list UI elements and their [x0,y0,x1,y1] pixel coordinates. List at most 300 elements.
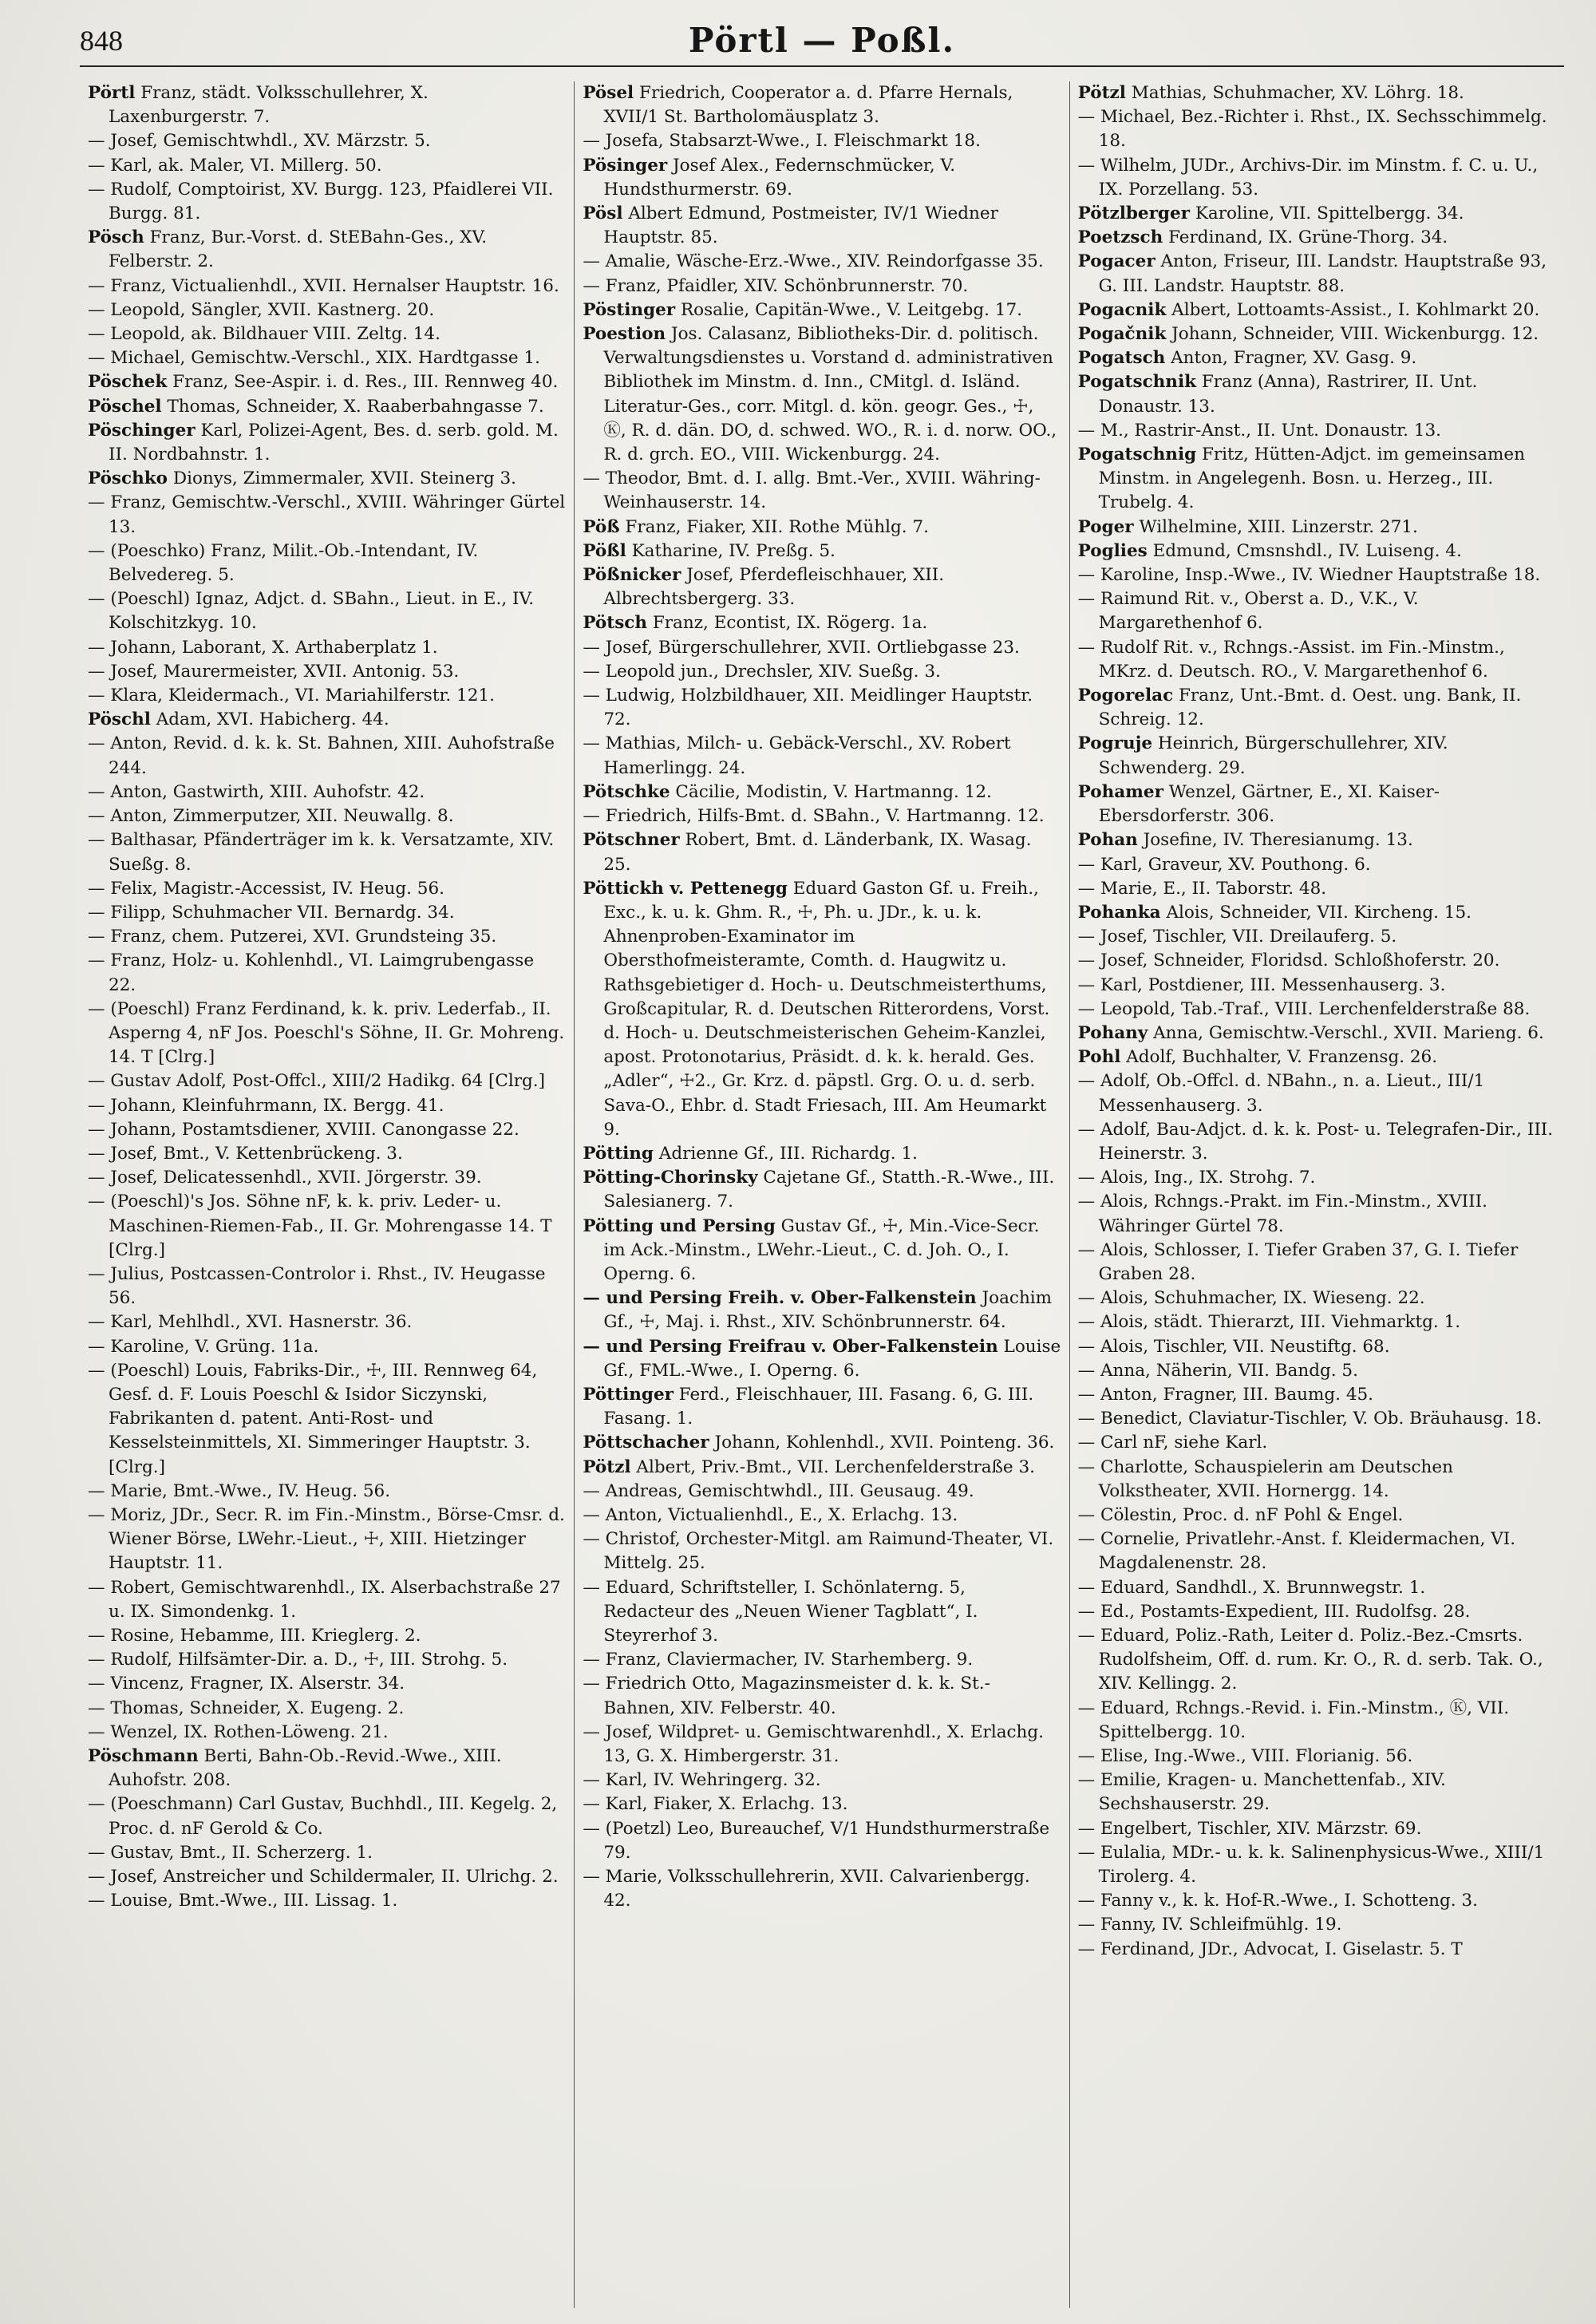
directory-entry [1078,105,1556,153]
directory-entry [1078,1889,1556,1913]
directory-entry [1078,1166,1556,1190]
entry-details: — Balthasar, Pfänderträger im k. k. Versatzamte, XIV. Sueßg. 8. [88,830,555,875]
directory-entry [88,226,566,274]
directory-entry [1078,1045,1556,1069]
entry-details: Franz, Unt.-Bmt. d. Oest. ung. Bank, II. Schreig. 12. [1098,686,1522,730]
entry-details: Adam, XVI. Habicherg. 44. [150,709,389,730]
directory-entry [88,1335,566,1359]
entry-surname: Pötschke [583,781,670,802]
entry-details: — Michael, Bez.-Richter i. Rhst., IX. Sechsschimmelg. 18. [1077,107,1547,152]
entry-details: — Fanny, IV. Schleifmühlg. 19. [1077,1915,1342,1935]
directory-entry [583,1456,1061,1480]
entry-surname: Pötschner [583,830,680,851]
directory-entry [1078,1817,1556,1841]
entry-details: — Franz, Claviermacher, IV. Starhemberg. 9. [583,1650,974,1670]
entry-details: — Alois, städt. Thierarzt, III. Viehmarktg. 1. [1077,1312,1461,1333]
directory-entry [1078,322,1556,346]
directory-entry [583,322,1061,467]
directory-entry [1078,781,1556,828]
directory-entry [88,491,566,539]
directory-entry [1078,853,1556,877]
entry-details: — Charlotte, Schauspielerin am Deutschen Volkstheater, XVII. Hornergg. 14. [1077,1456,1453,1501]
entry-details: — Anton, Victualienhdl., E., X. Erlachg. 13. [583,1504,958,1525]
directory-entry [583,1792,1061,1816]
directory-entry [583,1769,1061,1792]
directory-entry [1078,1913,1556,1937]
entry-details: — Josef, Bmt., V. Kettenbrückeng. 3. [88,1143,403,1164]
entry-details: — Ferdinand, JDr., Advocat, I. Giselastr. 5. T [1077,1939,1463,1959]
directory-entry [88,540,566,587]
entry-details: — Josef, Maurermeister, XVII. Antonig. 53. [88,661,460,682]
entry-details: Gustav Gf., ☩, Min.-Vice-Secr. im Ack.-Minstm., LWehr.-Lieut., C. d. Joh. O., I. Operng. 6. [603,1215,1040,1284]
directory-entry [88,708,566,732]
entry-details: — Wilhelm, JUDr., Archivs-Dir. im Minstm. f. C. u. U., IX. Porzellang. 53. [1077,155,1539,200]
directory-entry [88,1745,566,1792]
directory-entry [583,540,1061,563]
directory-entry [88,178,566,226]
entry-details: Franz, See-Aspir. i. d. Res., III. Rennweg 40. [167,372,559,393]
entry-details: — Karl, ak. Maler, VI. Millerg. 50. [88,155,382,176]
directory-entry [88,1359,566,1480]
entry-details: — Mathias, Milch- u. Gebäck-Verschl., XV. Robert Hamerlingg. 24. [583,733,1011,778]
directory-entry [583,1166,1061,1214]
entry-surname: Pohany [1077,1022,1148,1043]
directory-entry [583,732,1061,780]
directory-entry [583,1672,1061,1720]
entry-details: — Rudolf Rit. v., Rchngs.-Assist. im Fin.-Minstm., MKrz. d. Deutsch. RO., V. Margarethenhof 6. [1077,637,1505,682]
entry-details: — Alois, Tischler, VII. Neustiftg. 68. [1077,1336,1390,1357]
entry-details: Josefine, IV. Theresianumg. 13. [1137,830,1413,851]
entry-surname: Pogatschnik [1077,372,1197,393]
directory-entry [88,1672,566,1696]
directory-entry [583,611,1061,635]
entry-details: Franz, städt. Volksschullehrer, X. Laxenburgerstr. 7. [109,83,429,128]
directory-entry [1078,1697,1556,1745]
entry-surname: Pogačnik [1077,324,1167,345]
directory-entry [1078,1022,1556,1045]
entry-details: — Karl, IV. Wehringerg. 32. [583,1770,821,1791]
directory-entry [88,1865,566,1889]
entry-details: Alois, Schneider, VII. Kircheng. 15. [1160,902,1472,923]
entry-surname: Pogruje [1077,733,1153,754]
entry-details: — (Poeschl) Ignaz, Adjct. d. SBahn., Lieut. in E., IV. Kolschitzkyg. 10. [88,589,535,634]
entry-surname: Pörtl [88,83,136,103]
page-number: 848 [80,25,123,57]
entry-details: — Johann, Laborant, X. Arthaberplatz 1. [88,637,438,658]
entry-details: — Amalie, Wäsche-Erz.-Wwe., XIV. Reindorfgasse 35. [583,251,1044,272]
directory-entry [583,275,1061,298]
directory-entry [88,1841,566,1865]
directory-entry [583,1286,1061,1334]
column-left [80,81,574,2308]
directory-entry [88,1094,566,1118]
entry-details: — Anton, Zimmerputzer, XII. Neuwallg. 8. [88,806,454,827]
entry-details: — (Poeschmann) Carl Gustav, Buchhdl., III. Kegelg. 2, Proc. d. nF Gerold & Co. [88,1794,558,1839]
directory-entry [583,1215,1061,1287]
directory-entry [88,419,566,467]
directory-entry [88,1504,566,1576]
page-header [80,18,1564,67]
entry-details: — (Poeschl) Franz Ferdinand, k. k. priv. Lederfab., II. Asperng 4, nF Jos. Poeschl's Söhne, II. Gr. Mohreng. 14. T [Clrg.] [88,998,565,1068]
entry-details: Katharine, IV. Preßg. 5. [626,540,836,561]
directory-entry [1078,1359,1556,1383]
column-middle [574,81,1069,2308]
directory-entry [88,370,566,394]
entry-details: — Anton, Revid. d. k. k. St. Bahnen, XIII. Auhofstraße 244. [88,733,555,778]
entry-details: — Eduard, Schriftsteller, I. Schönlaterng. 5, Redacteur des „Neuen Wiener Tagblatt“, I. Steyrerhof 3. [583,1577,978,1646]
entry-surname: Pötzlberger [1077,204,1190,224]
directory-entry [88,346,566,370]
entry-details: — Alois, Schlosser, I. Tiefer Graben 37, G. I. Tiefer Graben 28. [1077,1239,1519,1284]
entry-details: — Ed., Postamts-Expedient, III. Rudolfsg. 28. [1077,1601,1471,1622]
entry-details: — Cölestin, Proc. d. nF Pohl & Engel. [1077,1504,1404,1525]
entry-details: — Anton, Fragner, III. Baumg. 45. [1077,1384,1374,1405]
directory-entry [1078,1286,1556,1310]
entry-details: — Theodor, Bmt. d. I. allg. Bmt.-Ver., XVIII. Währing-Weinhauserstr. 14. [583,468,1041,513]
entry-details: — Marie, Bmt.-Wwe., IV. Heug. 56. [88,1480,391,1501]
entry-details: — Marie, E., II. Taborstr. 48. [1077,878,1327,899]
entry-details: — Johann, Kleinfuhrmann, IX. Bergg. 41. [88,1095,444,1116]
entry-details: Edmund, Cmsnshdl., IV. Luiseng. 4. [1147,540,1462,561]
entry-details: — Robert, Gemischtwarenhdl., IX. Alserbachstraße 27 u. IX. Simondenkg. 1. [88,1577,561,1622]
entry-details: — (Poeschko) Franz, Milit.-Ob.-Intendant, IV. Belvedereg. 5. [88,540,479,586]
directory-entry [1078,563,1556,587]
entry-details: Dionys, Zimmermaler, XVII. Steinerg 3. [168,468,516,489]
directory-entry [583,781,1061,804]
entry-details: Johann, Schneider, VIII. Wickenburgg. 12. [1166,324,1539,345]
entry-details: Josef, Pferdefleischhauer, XII. Albrechtsbergerg. 33. [603,565,945,610]
entry-details: — Alois, Ing., IX. Strohg. 7. [1077,1168,1316,1188]
entry-details: Albert Edmund, Postmeister, IV/1 Wiedner Hauptstr. 85. [603,204,998,248]
entry-details: Franz, Econtist, IX. Rögerg. 1a. [647,613,928,634]
directory-entry [88,1721,566,1745]
entry-details: — Rosine, Hebamme, III. Krieglerg. 2. [88,1626,421,1646]
entry-details: — Friedrich Otto, Magazinsmeister d. k. k. St.-Bahnen, XIV. Felberstr. 40. [583,1674,990,1718]
entry-details: Rosalie, Capitän-Wwe., V. Leitgebg. 17. [675,299,1022,320]
directory-entry [1078,346,1556,370]
directory-entry [88,901,566,925]
entry-details: — Louise, Bmt.-Wwe., III. Lissag. 1. [88,1891,398,1911]
entry-details: — Leopold jun., Drechsler, XIV. Sueßg. 3. [583,661,941,682]
entry-details: — Thomas, Schneider, X. Eugeng. 2. [88,1698,405,1718]
directory-entry [583,1528,1061,1575]
entry-details: Cäcilie, Modistin, V. Hartmanng. 12. [670,781,992,802]
directory-entry [1078,419,1556,443]
entry-details: Anton, Friseur, III. Landstr. Hauptstraße 93, G. III. Landstr. Hauptstr. 88. [1098,251,1547,296]
entry-surname: Pösch [88,227,144,248]
directory-entry [1078,298,1556,322]
entry-details: Franz, Bur.-Vorst. d. StEBahn-Ges., XV. Felberstr. 2. [109,227,488,272]
entry-details: — Karoline, Insp.-Wwe., IV. Wiedner Hauptstraße 18. [1077,565,1541,586]
directory-entry [583,1504,1061,1528]
directory-entry [583,1721,1061,1769]
entry-details: Albert, Lottoamts-Assist., I. Kohlmarkt 20. [1166,299,1540,320]
entry-details: — Josef, Bürgerschullehrer, XVII. Ortliebgasse 23. [583,637,1020,658]
entry-details: — Karl, Fiaker, X. Erlachg. 13. [583,1794,848,1815]
entry-details: Louise Gf., FML.-Wwe., I. Operng. 6. [603,1336,1061,1381]
directory-entry [1078,901,1556,925]
entry-details: — (Poeschl)'s Jos. Söhne nF, k. k. priv. Leder- u. Maschinen-Riemen-Fab., II. Gr. Mohrengasse 14. T [Clrg.] [88,1192,552,1260]
directory-entry [1078,154,1556,202]
directory-entry [1078,684,1556,732]
entry-details: — Raimund Rit. v., Oberst a. D., V.K., V. Margarethenhof 6. [1077,589,1419,634]
directory-entry [583,202,1061,250]
entry-surname: Pöstinger [583,299,676,320]
entry-details: — Josef, Schneider, Floridsd. Schloßhoferstr. 20. [1077,951,1500,971]
entry-details: — Karl, Postdiener, III. Messenhauserg. 3. [1077,974,1446,995]
directory-entry [1078,949,1556,973]
entry-surname: Pöttickh v. Pettenegg [583,878,788,899]
directory-entry [583,660,1061,684]
directory-entry [88,1624,566,1648]
entry-details: — Elise, Ing.-Wwe., VIII. Florianig. 56. [1077,1746,1413,1767]
directory-entry [1078,1841,1556,1889]
directory-entry [1078,1745,1556,1769]
entry-details: — Moriz, JDr., Secr. R. im Fin.-Minstm., Börse-Cmsr. d. Wiener Börse, LWehr.-Lieut., ☩, XIII. Hietzinger Hauptstr. 11. [88,1504,565,1574]
entry-details: — Josef, Gemischtwhdl., XV. Märzstr. 5. [88,131,431,152]
directory-entry [1078,998,1556,1022]
entry-details: — Filipp, Schuhmacher VII. Bernardg. 34. [88,902,455,923]
entry-details: Johann, Kohlenhdl., XVII. Pointeng. 36. [709,1433,1055,1453]
entry-surname: Poestion [583,324,666,345]
entry-surname: Pohamer [1077,781,1163,802]
entry-details: — Rudolf, Hilfsämter-Dir. a. D., ☩, III. Strohg. 5. [88,1650,508,1670]
entry-details: — (Poeschl) Louis, Fabriks-Dir., ☩, III. Rennweg 64, Gesf. d. F. Louis Poeschl & Isidor Siczynski, Fabrikanten d. patent. Anti-Rost- und Kesselsteinmittels, XI. Simmeringer Hauptstr. 3. [Clrg.] [88,1360,538,1477]
directory-entry [583,1817,1061,1865]
entry-details: Fritz, Hütten-Adjct. im gemeinsamen Minstm. in Angelegenh. Bosn. u. Herzeg., III. Trubelg. 4. [1098,445,1525,513]
entry-details: — Cornelie, Privatlehr.-Anst. f. Kleidermachen, VI. Magdalenenstr. 28. [1077,1529,1516,1574]
directory-entry [88,1069,566,1093]
directory-entry [88,298,566,322]
directory-entry [88,781,566,804]
entry-details: Eduard Gaston Gf. u. Freih., Exc., k. u. k. Ghm. R., ☩, Ph. u. JDr., k. u. k. Ahnenproben-Examinator im Obersthofmeisteramte, Comth. d. Haugwitz u. Rathsgebietiger d. Hoch- u. Deutschmeisterthums, Großcapitular, R. d. Deutschen Ritterordens, Vorst. d. Hoch- u. Deutschmeisterischen Geheim-Kanzlei, apost. Protonotarius, Präsidt. d. k. k. herald. Ges. „Adler“, ☩2., Gr. Krz. d. päpstl. Grg. O. u. d. serb. Sava-O., Ehbr. d. Stadt Friesach, III. Am Heumarkt 9. [603,878,1050,1140]
entry-surname: Pötsch [583,613,648,634]
entry-details: — Karl, Mehlhdl., XVI. Hasnerstr. 36. [88,1312,413,1333]
entry-details: — Eduard, Poliz.-Rath, Leiter d. Poliz.-Bez.-Cmsrts. Rudolfsheim, Off. d. rum. Kr. O., R. d. serb. Tak. O., XIV. Kellingg. 2. [1077,1626,1543,1694]
directory-entry [583,1480,1061,1504]
entry-details: Jos. Calasanz, Bibliotheks-Dir. d. politisch. Verwaltungsdienstes u. Vorstand d. administrativen Bibliothek im Minstm. d. Inn., CMitgl. d. Isländ. Literatur-Ges., corr. Mitgl. d. kön. geogr. Ges., ☩, Ⓚ, R. d. dän. DO, d. schwed. WO., R. i. d. norw. OO., R. d. grch. EO., VIII. Wickenburgg. 24. [603,324,1057,465]
directory-entry [1078,1383,1556,1407]
directory-entry [1078,516,1556,540]
directory-entry [88,395,566,419]
entry-details: — Franz, Gemischtw.-Verschl., XVIII. Währinger Gürtel 13. [88,492,566,537]
directory-entry [583,1142,1061,1166]
entry-details: — Franz, Holz- u. Kohlenhdl., VI. Laimgrubengasse 22. [88,951,535,995]
entry-surname: Pößl [583,540,626,561]
directory-entry [1078,1624,1556,1697]
entry-surname: Pötting und Persing [583,1215,776,1236]
entry-surname: Pogacer [1077,251,1156,272]
entry-details: — Wenzel, IX. Rothen-Löweng. 21. [88,1721,389,1742]
entry-details: — Michael, Gemischtw.-Verschl., XIX. Hardtgasse 1. [88,348,540,369]
entry-details: Karoline, VII. Spittelbergg. 34. [1189,204,1464,224]
directory-entry [583,1576,1061,1649]
directory-entry [88,81,566,129]
entry-surname: Pohan [1077,830,1138,851]
directory-entry [1078,540,1556,563]
entry-surname: Pogatschnig [1077,445,1197,465]
directory-entry [88,877,566,901]
entry-surname: Pöschl [88,709,151,730]
directory-entry [583,1431,1061,1455]
directory-entry [583,877,1061,1142]
entry-details: — Josef, Wildpret- u. Gemischtwarenhdl., X. Erlachg. 13, G. X. Himbergerstr. 31. [583,1721,1045,1767]
directory-entry [88,1792,566,1840]
directory-entry [583,467,1061,515]
directory-entry [583,804,1061,828]
entry-surname: Poger [1077,516,1134,537]
directory-entry [88,949,566,997]
entry-surname: Poetzsch [1077,227,1163,248]
entry-details: — (Poetzl) Leo, Bureauchef, V/1 Hundsthurmerstraße 79. [583,1818,1050,1863]
directory-entry [1078,202,1556,226]
directory-entry [583,154,1061,202]
entry-details: — Anton, Gastwirth, XIII. Auhofstr. 42. [88,781,425,802]
entry-details: Joachim Gf., ☩, Maj. i. Rhst., XIV. Schönbrunnerstr. 64. [603,1288,1053,1333]
directory-entry [1078,1310,1556,1334]
directory-entry [1078,925,1556,949]
directory-entry [1078,1504,1556,1528]
entry-surname: Pötzl [583,1456,631,1477]
directory-entry [88,129,566,153]
entry-details: — Josef, Tischler, VII. Dreilauferg. 5. [1077,927,1397,947]
entry-surname: — und Persing Freih. v. Ober-Falkenstein [583,1288,977,1309]
directory-entry [88,1697,566,1721]
directory-entry [1078,828,1556,852]
entry-surname: Pogacnik [1077,299,1167,320]
entry-surname: Pötting-Chorinsky [583,1168,758,1188]
directory-entry [88,275,566,298]
entry-details: — Benedict, Claviatur-Tischler, V. Ob. Bräuhausg. 18. [1077,1409,1543,1429]
entry-details: — Josefa, Stabsarzt-Wwe., I. Fleischmarkt 18. [583,131,981,152]
directory-entry [1078,1528,1556,1575]
entry-surname: Pöschko [88,468,168,489]
entry-details: — Leopold, Sängler, XVII. Kastnerg. 20. [88,299,435,320]
directory-entry [88,1648,566,1672]
entry-details: — Engelbert, Tischler, XIV. Märzstr. 69. [1077,1818,1422,1839]
directory-entry [1078,1576,1556,1600]
entry-details: — Eduard, Rchngs.-Revid. i. Fin.-Minstm., Ⓚ, VII. Spittelbergg. 10. [1077,1698,1510,1742]
entry-details: — Ludwig, Holzbildhauer, XII. Meidlinger Hauptstr. 72. [583,686,1033,730]
directory-entry [583,129,1061,153]
entry-details: — Franz, chem. Putzerei, XVI. Grundsteing 35. [88,927,497,947]
directory-entry [88,1889,566,1913]
directory-entry [1078,1769,1556,1816]
directory-entry [88,322,566,346]
directory-entry [583,684,1061,732]
entry-details: Mathias, Schuhmacher, XV. Löhrg. 18. [1125,83,1464,103]
entry-details: — Emilie, Kragen- u. Manchettenfab., XIV. Sechshauserstr. 29. [1077,1770,1446,1815]
directory-entry [583,516,1061,540]
entry-details: Josef Alex., Federnschmücker, V. Hundsthurmerstr. 69. [603,155,956,200]
entry-details: — Leopold, Tab.-Traf., VIII. Lerchenfelderstraße 88. [1077,998,1531,1019]
entry-details: — Franz, Pfaidler, XIV. Schönbrunnerstr. 70. [583,275,969,296]
entry-details: — Carl nF, siehe Karl. [1077,1433,1268,1453]
entry-details: Robert, Bmt. d. Länderbank, IX. Wasag. 25. [603,830,1032,875]
entry-details: — Alois, Rchngs.-Prakt. im Fin.-Minstm., XVIII. Währinger Gürtel 78. [1077,1192,1487,1236]
entry-details: — Josef, Anstreicher und Schildermaler, II. Ulrichg. 2. [88,1867,559,1887]
directory-entry [1078,732,1556,780]
entry-details: — Christof, Orchester-Mitgl. am Raimund-Theater, VI. Mittelg. 25. [583,1529,1054,1574]
directory-entry [88,1310,566,1334]
entry-surname: Pösel [583,83,634,103]
directory-entry [583,1865,1061,1913]
entry-details: Heinrich, Bürgerschullehrer, XIV. Schwenderg. 29. [1098,733,1448,778]
entry-details: Karl, Polizei-Agent, Bes. d. serb. gold. M. II. Nordbahnstr. 1. [109,420,559,465]
entry-surname: Pogorelac [1077,686,1174,706]
entry-details: — Felix, Magistr.-Accessist, IV. Heug. 56. [88,878,444,899]
entry-details: — Friedrich, Hilfs-Bmt. d. SBahn., V. Hartmanng. 12. [583,806,1045,827]
entry-details: Adolf, Buchhalter, V. Franzensg. 26. [1120,1047,1438,1068]
directory-entry [88,467,566,491]
directory-entry [583,636,1061,660]
directory-entry [88,1118,566,1142]
entry-details: — Leopold, ak. Bildhauer VIII. Zeltg. 14. [88,324,440,345]
directory-entry [88,154,566,178]
directory-entry [1078,1069,1556,1117]
directory-entry [88,1190,566,1263]
directory-entry [1078,1190,1556,1238]
entry-details: — Rudolf, Comptoirist, XV. Burgg. 123, Pfaidlerei VII. Burgg. 81. [88,179,554,224]
directory-entry [88,828,566,876]
directory-entry [88,1166,566,1190]
entry-surname: Pöschinger [88,420,196,441]
entry-details: Franz, Fiaker, XII. Rothe Mühlg. 7. [619,516,929,537]
entry-details: Anton, Fragner, XV. Gasg. 9. [1165,348,1417,369]
entry-details: Thomas, Schneider, X. Raaberbahngasse 7. [161,396,544,417]
entry-surname: Poglies [1077,540,1148,561]
directory-entry [1078,1335,1556,1359]
entry-surname: Pöttschacher [583,1433,709,1453]
entry-details: — Franz, Victualienhdl., XVII. Hernalser Hauptstr. 16. [88,275,559,296]
entry-details: — Alois, Schuhmacher, IX. Wieseng. 22. [1077,1288,1425,1309]
entry-details: — Fanny v., k. k. Hof-R.-Wwe., I. Schotteng. 3. [1077,1891,1478,1911]
entry-details: — Julius, Postcassen-Controlor i. Rhst., IV. Heugasse 56. [88,1263,546,1309]
directory-entry [583,1335,1061,1383]
directory-entry [583,81,1061,129]
directory-entry [1078,974,1556,998]
column-right [1069,81,1564,2308]
entry-details: — Gustav, Bmt., II. Scherzerg. 1. [88,1842,373,1863]
entry-details: — Anna, Näherin, VII. Bandg. 5. [1077,1360,1358,1381]
entry-details: Ferdinand, IX. Grüne-Thorg. 34. [1163,227,1448,248]
entry-details: — Eulalia, MDr.- u. k. k. Salinenphysicus-Wwe., XIII/1 Tirolerg. 4. [1077,1842,1545,1887]
entry-details: Cajetane Gf., Statth.-R.-Wwe., III. Salesianerg. 7. [603,1168,1055,1212]
entry-surname: Pößnicker [583,565,681,586]
entry-details: Anna, Gemischtw.-Verschl., XVII. Marieng. 6. [1148,1022,1544,1043]
directory-entry [1078,1431,1556,1455]
directory-entry [88,732,566,780]
entry-surname: Pötting [583,1143,654,1164]
running-title: Pörtl — Poßl. [688,21,956,60]
directory-entry [88,1263,566,1310]
entry-details: — Andreas, Gemischtwhdl., III. Geusaug. 49. [583,1480,974,1501]
directory-entry [1078,636,1556,684]
directory-entry [88,1480,566,1504]
directory-entry [1078,1239,1556,1286]
directory-entry [1078,1938,1556,1962]
directory-entry [88,804,566,828]
directory-entry [1078,443,1556,516]
directory-entry [88,636,566,660]
entry-surname: Pöschmann [88,1746,199,1767]
directory-entry [1078,587,1556,635]
directory-entry [88,684,566,708]
entry-details: Wilhelmine, XIII. Linzerstr. 271. [1133,516,1418,537]
entry-surname: Pöschek [88,372,168,393]
directory-entry [1078,1600,1556,1624]
directory-entry [1078,1456,1556,1504]
